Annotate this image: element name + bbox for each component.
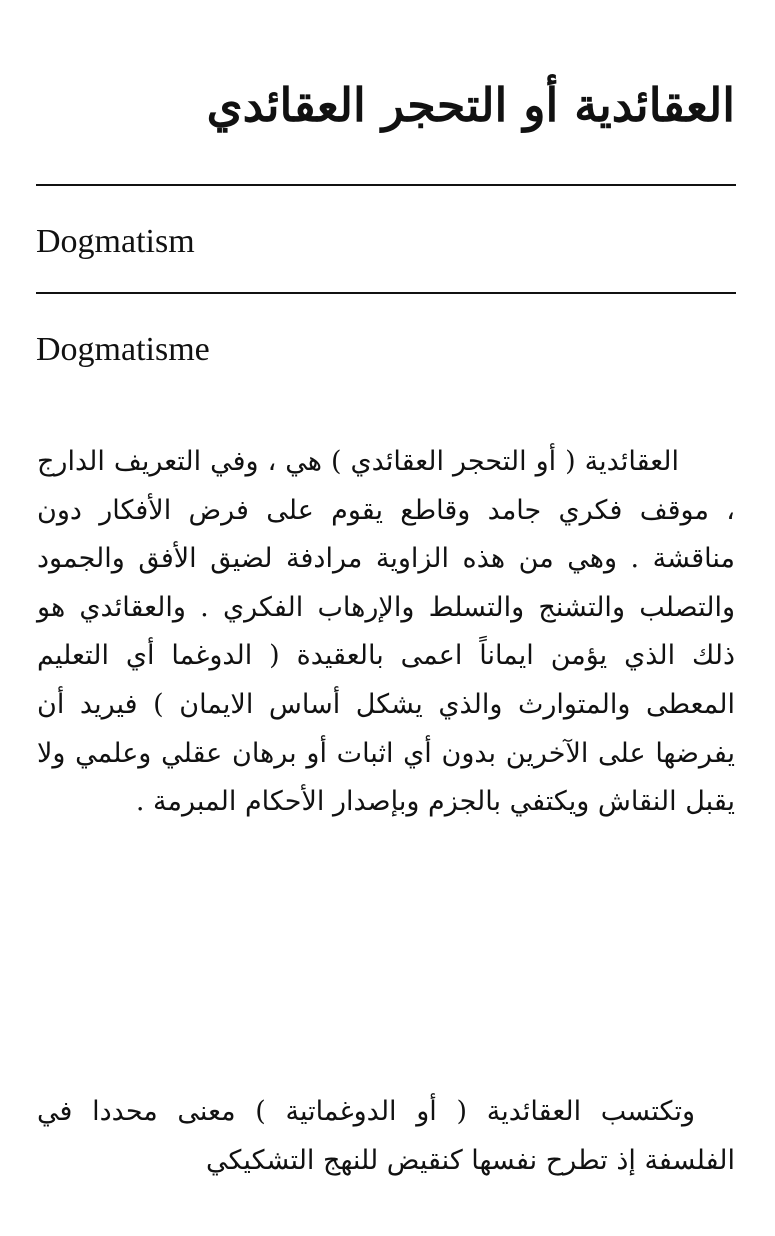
entry-title-arabic: العقائدية أو التحجر العقائدي bbox=[206, 78, 735, 132]
french-term: Dogmatisme bbox=[36, 331, 210, 368]
english-term: Dogmatism bbox=[36, 223, 195, 260]
definition-paragraph-2: وتكتسب العقائدية ( أو الدوغماتية ) معنى محددا في الفلسفة إذ تطرح نفسها كنقيض للنهج التشكيكي bbox=[37, 1096, 735, 1176]
definition-paragraph-1: العقائدية ( أو التحجر العقائدي ) هي ، وفي التعريف الدارج ، موقف فكري جامد وقاطع يقوم على فرض الأفكار دون مناقشة . وهي من هذه الزاوية مرادفة لضيق الأفق والجمود والتصلب والتشنج والتسلط والإرهاب الفكري . والعقائدي هو ذلك الذي يؤمن ايماناً اعمى بالعقيدة ( الدوغما أي التعليم المعطى والمتوارث والذي يشكل أساس الايمان ) فيريد أن يفرضها على الآخرين بدون أي اثبات أو برهان عقلي وعلمي ولا يقبل النقاش ويكتفي بالجزم وبإصدار الأحكام المبرمة . bbox=[37, 446, 735, 818]
title-divider bbox=[36, 184, 736, 186]
term-divider bbox=[36, 292, 736, 294]
